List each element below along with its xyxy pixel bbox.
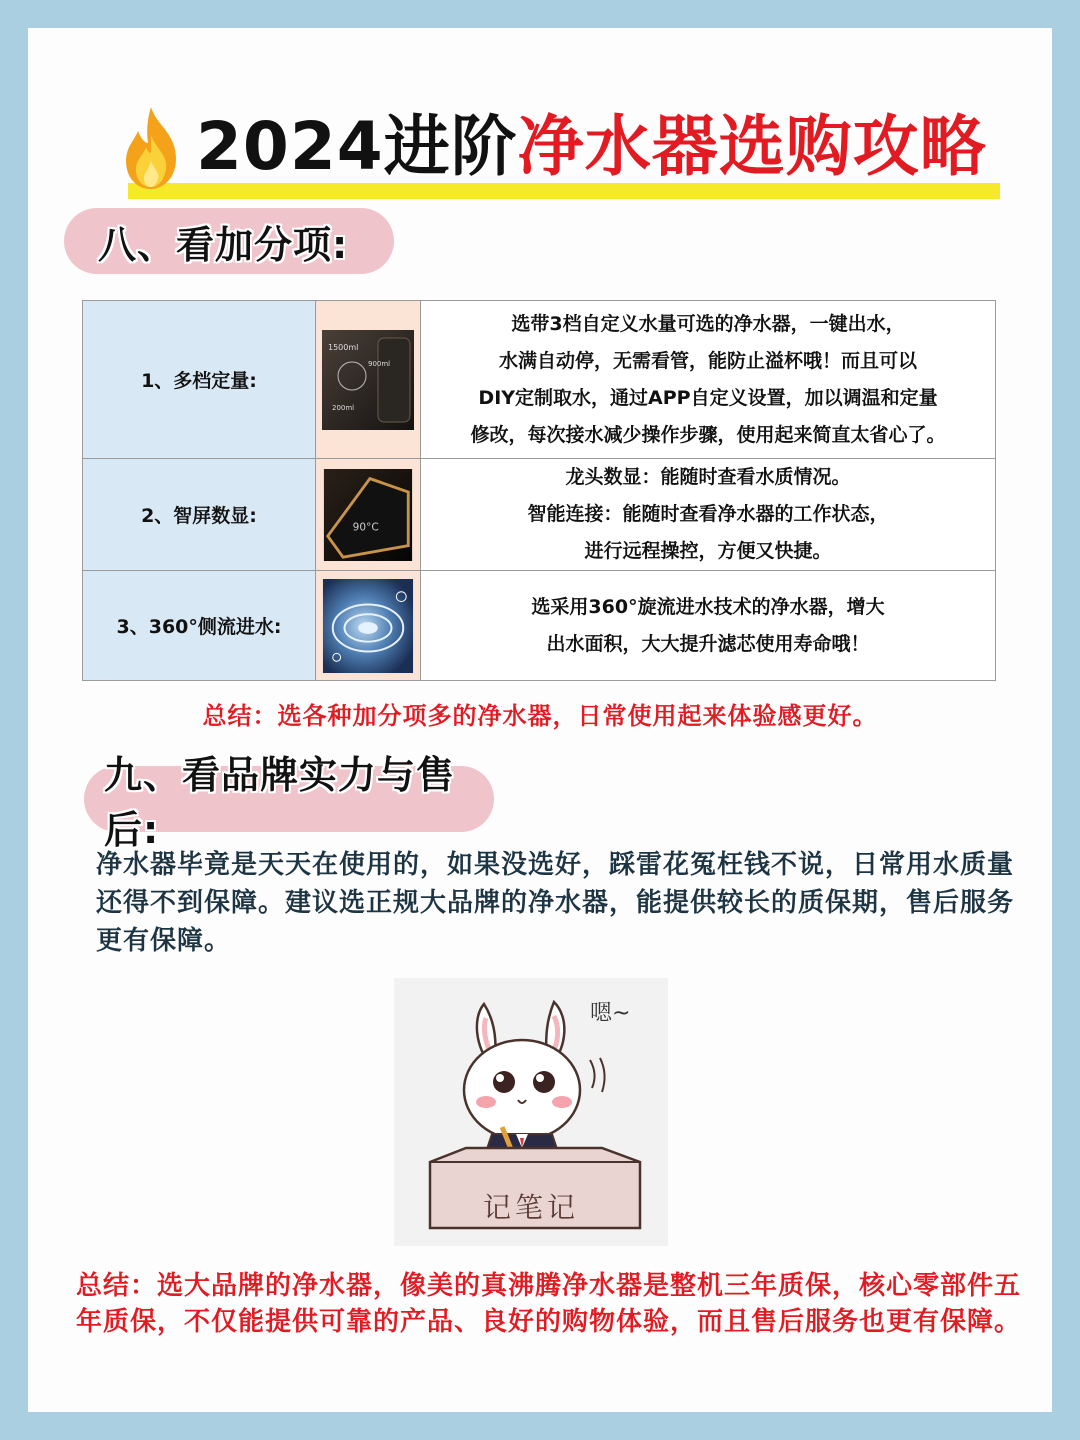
description-line: 修改，每次接水减少操作步骤，使用起来简直太省心了。 — [470, 423, 946, 446]
desk-label: 记笔记 — [482, 1191, 579, 1224]
feature-image-cell — [316, 301, 421, 459]
description-line: DIY定制取水，通过APP自定义设置，加以调温和定量 — [478, 386, 938, 409]
rabbit-taking-notes-sticker — [394, 978, 668, 1246]
page-title — [88, 83, 1008, 213]
feature-name-cell: 3、360°侧流进水: — [83, 571, 316, 681]
section-9-heading-text: 九、看品牌实力与售后: — [104, 753, 456, 852]
thumb-label: 90°C — [352, 520, 379, 533]
section-9-paragraph: 净水器毕竟是天天在使用的，如果没选好，踩雷花冤枉钱不说，日常用水质量还得不到保障。建议选正规大品牌的净水器，能提供较长的质保期，售后服务更有保障。 — [96, 850, 1015, 956]
thumb-label: 200ml — [332, 403, 355, 412]
title-text — [196, 107, 987, 187]
description-line: 龙头数显：能随时查看水质情况。 — [565, 466, 851, 488]
feature-image-cell — [316, 571, 421, 681]
description-line: 选带3档自定义水量可选的净水器，一键出水， — [511, 312, 905, 335]
smart-faucet-display-photo-icon — [322, 469, 414, 561]
feature-image-cell — [316, 459, 421, 571]
description-line: 出水面积，大大提升滤芯使用寿命哦！ — [546, 632, 870, 655]
section-9-summary: 总结：选大品牌的净水器，像美的真沸腾净水器是整机三年质保，核心零部件五年质保，不仅能提供可靠的产品、良好的购物体验，而且售后服务也更有保障。 — [76, 1271, 1022, 1337]
water-swirl-photo-icon — [322, 579, 414, 673]
fire-icon — [118, 105, 184, 191]
description-line: 水满自动停，无需看管，能防止溢杯哦！而且可以 — [498, 349, 917, 372]
description-line: 智能连接：能随时查看净水器的工作状态， — [527, 503, 889, 525]
description-line: 选采用360°旋流进水技术的净水器，增大 — [531, 595, 885, 618]
description-line: 进行远程操控，方便又快捷。 — [584, 540, 832, 562]
section-8-summary: 总结：选各种加分项多的净水器，日常使用起来体验感更好。 — [202, 702, 878, 730]
table-row — [83, 571, 996, 681]
feature-description-cell — [421, 459, 996, 571]
thumb-label: 900ml — [368, 359, 391, 368]
table-row — [83, 301, 996, 459]
title-part-red: 净水器选购攻略 — [517, 108, 987, 185]
feature-description-cell — [421, 301, 996, 459]
feature-description-cell — [421, 571, 996, 681]
content-card — [28, 28, 1052, 1412]
feature-name-cell: 2、智屏数显: — [83, 459, 316, 571]
water-dispenser-photo-icon — [322, 330, 414, 430]
section-8-heading-text: 八、看加分项: — [98, 222, 349, 267]
feature-name-cell: 1、多档定量: — [83, 301, 316, 459]
title-part-black: 2024进阶 — [196, 108, 518, 185]
section-9-heading — [84, 753, 494, 852]
bonus-features-table — [82, 300, 996, 681]
speech-bubble-text: 嗯~ — [590, 1001, 631, 1026]
thumb-label: 1500ml — [328, 342, 359, 352]
section-8-heading — [64, 208, 394, 274]
table-row — [83, 459, 996, 571]
